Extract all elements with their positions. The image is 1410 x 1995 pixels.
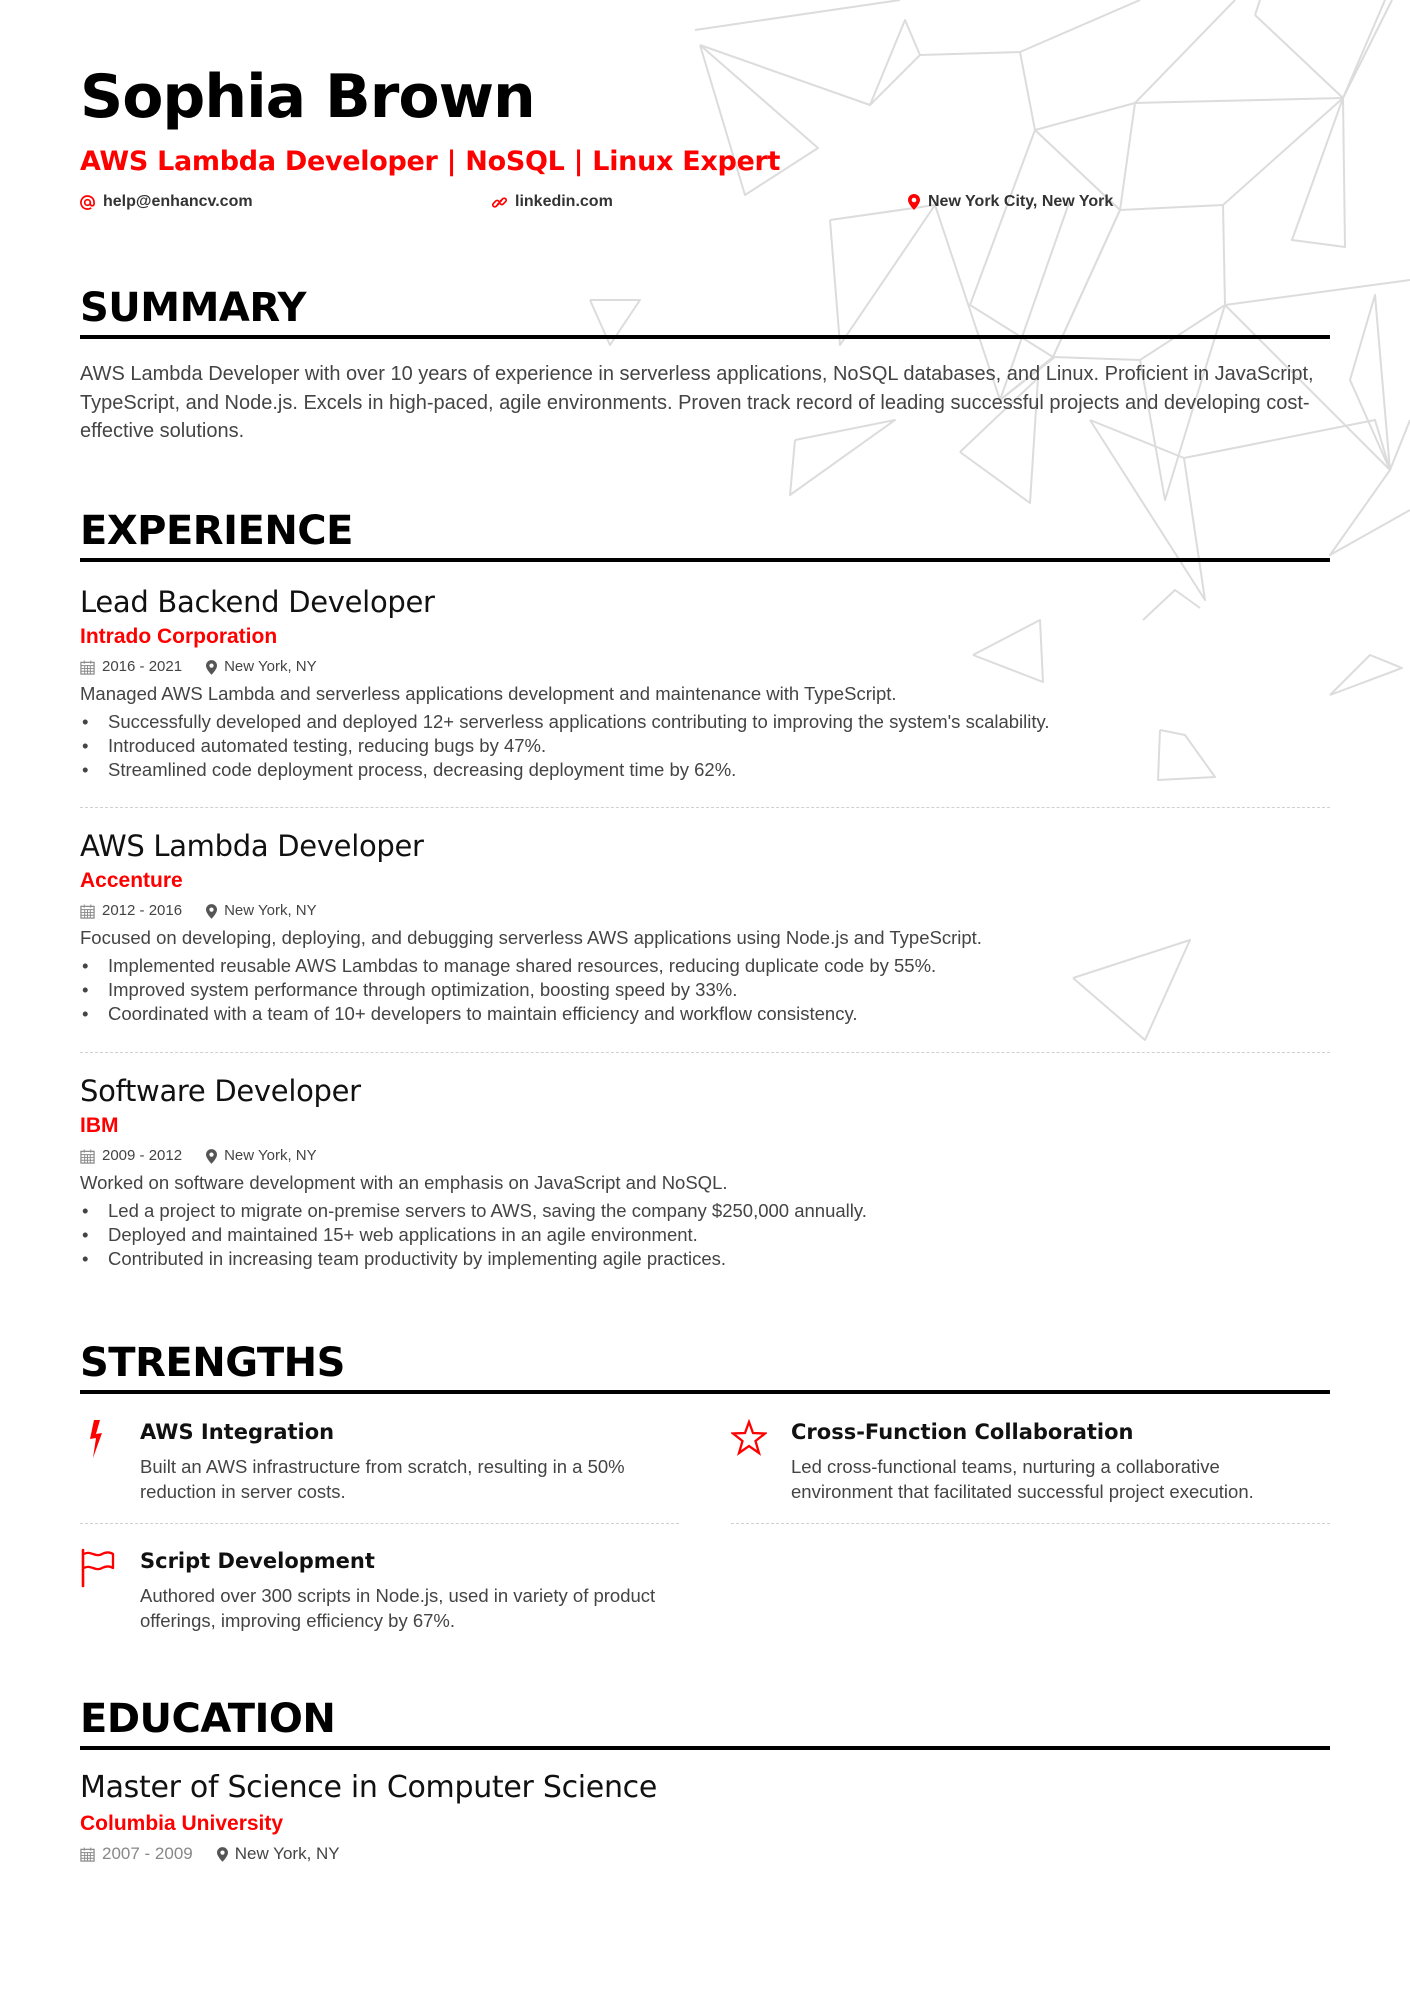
job-dates: 2009 - 2012 (80, 1145, 182, 1167)
bullet-item: • Successfully developed and deployed 12+ serverless applications contributing to improving the system's scalability. (108, 710, 1330, 734)
degree-title: Master of Science in Computer Science (80, 1770, 658, 1805)
strengths-heading: STRENGTHS (80, 1340, 345, 1386)
entry-divider (731, 1523, 1330, 1524)
entry-divider (80, 1523, 679, 1524)
experience-entry (80, 827, 1330, 1026)
job-bullets (80, 710, 1330, 782)
at-icon (80, 195, 95, 210)
strength-description: Authored over 300 scripts in Node.js, used in variety of product offerings, improving efficiency by 67%. (140, 1585, 656, 1631)
contact-linkedin[interactable] (492, 193, 613, 211)
bullet-item: • Contributed in increasing team productivity by implementing agile practices. (108, 1247, 1330, 1271)
contact-location (908, 193, 1113, 211)
calendar-icon (80, 904, 95, 919)
company-name: Accenture (80, 869, 183, 892)
strength-title: Script Development (140, 1549, 375, 1573)
job-description: Worked on software development with an emphasis on JavaScript and NoSQL. (80, 1172, 728, 1193)
job-dates: 2016 - 2021 (80, 656, 182, 678)
job-title: Lead Backend Developer (80, 585, 435, 619)
bullet-item: • Led a project to migrate on-premise servers to AWS, saving the company $250,000 annually. (108, 1199, 1330, 1223)
experience-section-header (80, 508, 1330, 562)
job-location: New York, NY (206, 1145, 317, 1167)
linkedin-text: linkedin.com (515, 193, 613, 210)
candidate-name: Sophia Brown (80, 62, 535, 132)
bullet-item: • Improved system performance through optimization, boosting speed by 33%. (108, 978, 1330, 1002)
bullet-item: • Streamlined code deployment process, decreasing deployment time by 62%. (108, 758, 1330, 782)
strength-description: Led cross-functional teams, nurturing a collaborative environment that facilitated successful project execution. (791, 1456, 1254, 1502)
education-location: New York, NY (217, 1843, 340, 1865)
summary-section-header (80, 285, 1330, 339)
contact-email[interactable] (80, 193, 253, 211)
map-pin-icon (217, 1847, 228, 1862)
calendar-icon (80, 1149, 95, 1164)
job-description: Managed AWS Lambda and serverless applications development and maintenance with TypeScript. (80, 683, 897, 704)
strength-title: AWS Integration (140, 1420, 335, 1444)
lightning-bolt-icon (80, 1419, 116, 1459)
job-meta (80, 900, 1330, 922)
experience-heading: EXPERIENCE (80, 508, 353, 554)
map-pin-icon (206, 660, 217, 675)
strengths-section-header (80, 1340, 1330, 1394)
job-bullets (80, 1199, 1330, 1271)
job-meta (80, 656, 1330, 678)
company-name: IBM (80, 1114, 119, 1137)
contact-row (80, 193, 1330, 215)
education-section-header (80, 1696, 1330, 1750)
job-dates: 2012 - 2016 (80, 900, 182, 922)
company-name: Intrado Corporation (80, 625, 278, 648)
job-description: Focused on developing, deploying, and debugging serverless AWS applications using Node.js and TypeScript. (80, 927, 982, 948)
section-rule (80, 1390, 1330, 1394)
section-rule (80, 335, 1330, 339)
location-text: New York City, New York (928, 193, 1114, 210)
job-title: Software Developer (80, 1074, 361, 1108)
section-rule (80, 558, 1330, 562)
map-pin-icon (908, 194, 920, 210)
education-meta (80, 1843, 1330, 1865)
strength-description: Built an AWS infrastructure from scratch, resulting in a 50% reduction in server costs. (140, 1456, 625, 1502)
calendar-icon (80, 1847, 95, 1862)
summary-heading: SUMMARY (80, 285, 306, 331)
star-icon (731, 1419, 767, 1459)
bullet-item: • Implemented reusable AWS Lambdas to manage shared resources, reducing duplicate code by 55%. (108, 954, 1330, 978)
entry-divider (80, 807, 1330, 808)
job-location: New York, NY (206, 656, 317, 678)
bullet-item: • Introduced automated testing, reducing bugs by 47%. (108, 734, 1330, 758)
job-title: AWS Lambda Developer (80, 829, 424, 863)
summary-text: AWS Lambda Developer with over 10 years of experience in serverless applications, NoSQL databases, and Linux. Proficient in JavaScript, TypeScript, and Node.js. Excels in high-paced, agile environments. Proven track record of leading successful projects and developing cost-effective solutions. (80, 363, 1314, 442)
job-meta (80, 1145, 1330, 1167)
bullet-item: • Deployed and maintained 15+ web applications in an agile environment. (108, 1223, 1330, 1247)
map-pin-icon (206, 1149, 217, 1164)
education-heading: EDUCATION (80, 1696, 336, 1742)
experience-entry (80, 583, 1330, 782)
email-text: help@enhancv.com (103, 193, 253, 210)
strength-title: Cross-Function Collaboration (791, 1420, 1134, 1444)
school-name: Columbia University (80, 1812, 284, 1835)
flag-icon (80, 1548, 116, 1588)
calendar-icon (80, 660, 95, 675)
education-entry (80, 1768, 1330, 1865)
experience-entry (80, 1072, 1330, 1271)
entry-divider (80, 1052, 1330, 1053)
candidate-headline: AWS Lambda Developer | NoSQL | Linux Expert (80, 146, 781, 177)
education-dates: 2007 - 2009 (80, 1843, 193, 1865)
bullet-item: • Coordinated with a team of 10+ developers to maintain efficiency and workflow consistency. (108, 1002, 1330, 1026)
job-bullets (80, 954, 1330, 1026)
job-location: New York, NY (206, 900, 317, 922)
link-icon (492, 195, 507, 210)
map-pin-icon (206, 904, 217, 919)
section-rule (80, 1746, 1330, 1750)
